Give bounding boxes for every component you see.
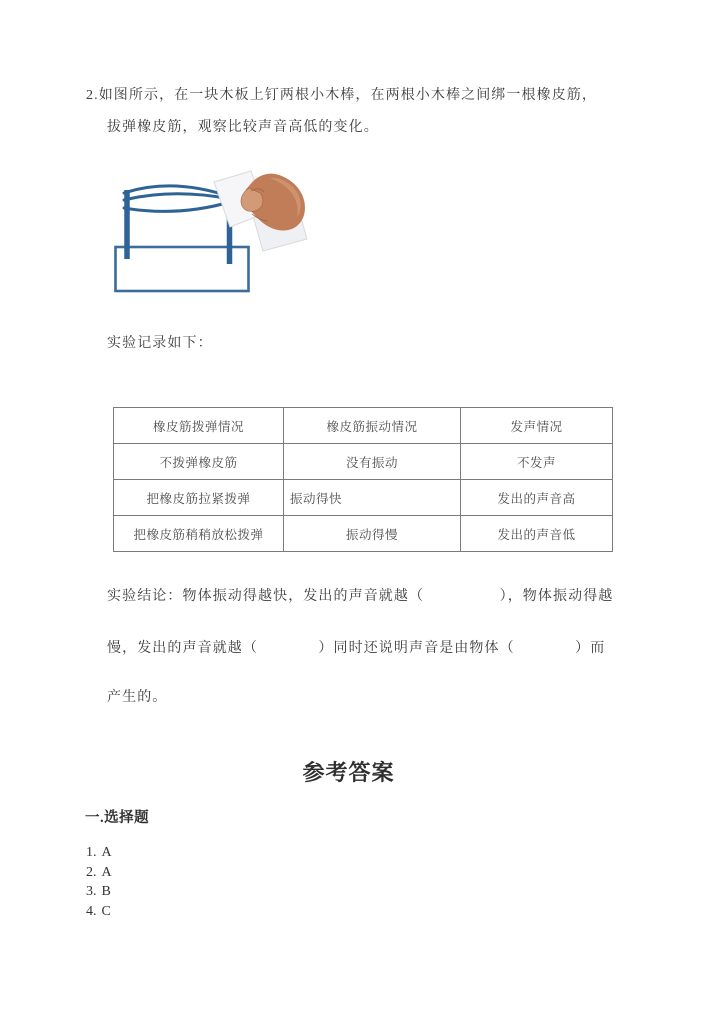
conclusion-line-2: 慢，发出的声音就越（ ）同时还说明声音是由物体（ ）而 [107, 641, 606, 656]
question-line-2: 拔弹橡皮筋，观察比较声音高低的变化。 [107, 120, 379, 135]
table-cell: 把橡皮筋稍稍放松拨弹 [114, 516, 284, 552]
answer-choice: A [101, 845, 112, 860]
conclusion-line-3: 产生的。 [107, 690, 168, 705]
answer-choice: C [101, 903, 111, 919]
table-header-cell: 橡皮筋振动情况 [284, 408, 461, 444]
answer-item [86, 882, 112, 902]
answer-choice: A [101, 864, 112, 880]
experiment-table-wrap [113, 407, 613, 552]
answer-number: 3. [86, 884, 97, 900]
table-header-cell: 橡皮筋拨弹情况 [114, 408, 284, 444]
conclusion-line-1: 实验结论：物体振动得越快，发出的声音就越（ ），物体振动得越 [107, 589, 614, 604]
answer-item [86, 863, 112, 883]
answers-list [86, 843, 112, 921]
rubber-band-illustration [110, 168, 310, 303]
table-cell: 不发声 [461, 444, 613, 480]
record-label: 实验记录如下： [107, 336, 213, 351]
answer-number: 4. [86, 903, 97, 919]
table-cell: 发出的声音高 [461, 480, 613, 516]
table-row [114, 516, 613, 552]
table-header-row [114, 408, 613, 444]
table-row [114, 444, 613, 480]
table-cell: 振动得快 [284, 480, 461, 516]
table-cell: 不拨弹橡皮筋 [114, 444, 284, 480]
table-cell: 把橡皮筋拉紧拨弹 [114, 480, 284, 516]
rubber-band [124, 186, 231, 211]
question-line-1: 2.如图所示，在一块木板上钉两根小木棒，在两根小木棒之间绑一根橡皮筋， [86, 88, 597, 103]
experiment-table [113, 407, 613, 552]
table-cell: 振动得慢 [284, 516, 461, 552]
answer-item [86, 843, 112, 863]
answer-item [86, 902, 112, 922]
answer-number: 1. [86, 845, 97, 860]
table-header-cell: 发声情况 [461, 408, 613, 444]
table-cell: 发出的声音低 [461, 516, 613, 552]
answers-subtitle: 一.选择题 [85, 810, 150, 826]
answer-number: 2. [86, 864, 97, 880]
table-row [114, 480, 613, 516]
answers-title: 参考答案 [302, 760, 395, 785]
table-cell: 没有振动 [284, 444, 461, 480]
experiment-figure [110, 168, 310, 303]
answer-choice: B [101, 884, 111, 900]
